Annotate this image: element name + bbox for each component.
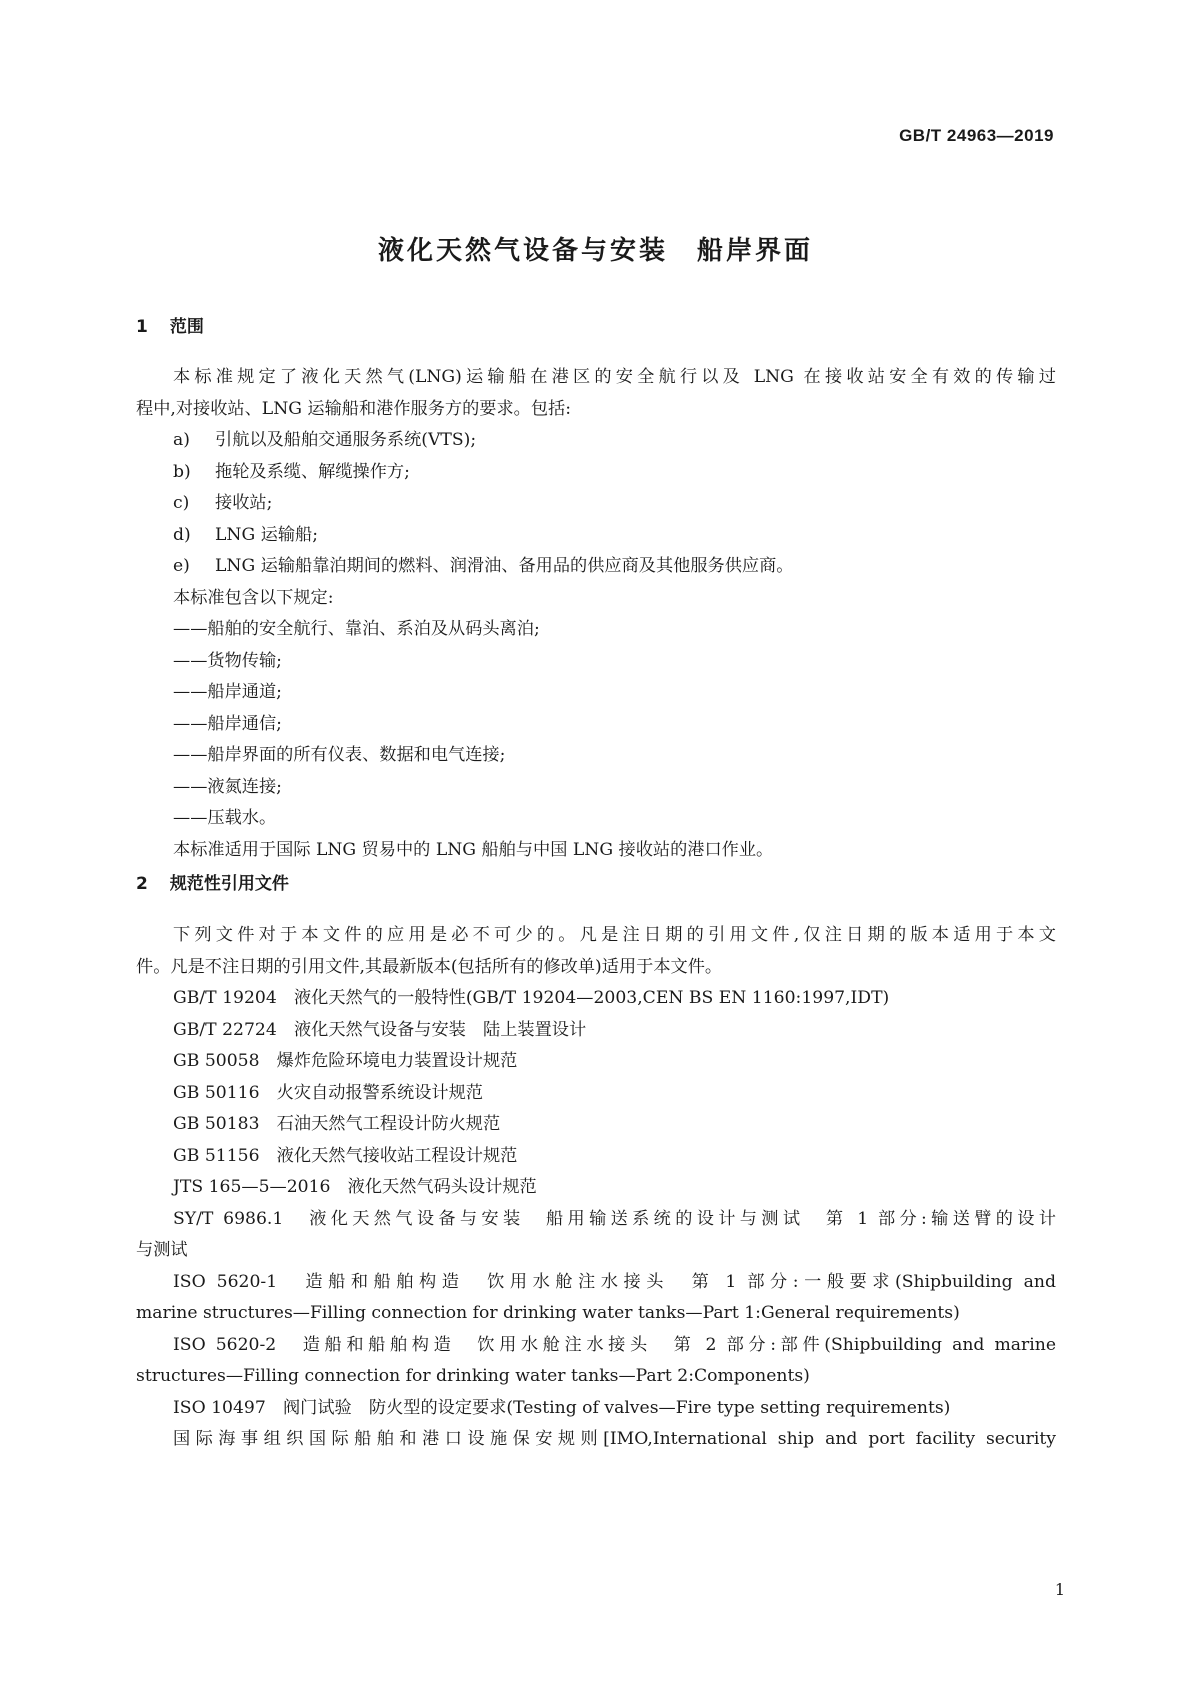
reference-item-continued: structures—Filling connection for drinking water tanks—Part 2:Components) bbox=[136, 1366, 810, 1386]
section-title: 规范性引用文件 bbox=[169, 874, 289, 894]
paragraph-line: 本标准包含以下规定: bbox=[173, 587, 334, 608]
reference-item: GB 50058 爆炸危险环境电力装置设计规范 bbox=[173, 1051, 518, 1071]
reference-item: 国际海事组织国际船舶和港口设施保安规则[IMO,International ship and port facility security bbox=[173, 1429, 1056, 1449]
list-item: a) 引航以及船舶交通服务系统(VTS); bbox=[173, 430, 477, 450]
paragraph-line: 下列文件对于本文件的应用是必不可少的。凡是注日期的引用文件,仅注日期的版本适用于本文 bbox=[173, 925, 1056, 945]
reference-item-continued: marine structures—Filling connection for drinking water tanks—Part 1:General requirements) bbox=[136, 1303, 960, 1323]
paragraph-line: 本标准规定了液化天然气(LNG)运输船在港区的安全航行以及 LNG 在接收站安全有效的传输过 bbox=[173, 367, 1056, 387]
dash-item: ——液氮连接; bbox=[173, 776, 282, 797]
section-2-heading bbox=[136, 869, 289, 894]
paragraph-line: 程中,对接收站、LNG 运输船和港作服务方的要求。包括: bbox=[136, 398, 572, 419]
section-2-body bbox=[136, 920, 1056, 1456]
list-item: b) 拖轮及系缆、解缆操作方; bbox=[173, 461, 410, 482]
reference-item: SY/T 6986.1 液化天然气设备与安装 船用输送系统的设计与测试 第 1 部分:输送臂的设计 bbox=[173, 1208, 1056, 1229]
dash-item: ——船舶的安全航行、靠泊、系泊及从码头离泊; bbox=[173, 619, 540, 639]
section-1-body bbox=[136, 362, 1056, 866]
reference-item: GB/T 19204 液化天然气的一般特性(GB/T 19204—2003,CEN BS EN 1160:1997,IDT) bbox=[173, 988, 890, 1008]
paragraph-line: 本标准适用于国际 LNG 贸易中的 LNG 船舶与中国 LNG 接收站的港口作业。 bbox=[173, 839, 774, 860]
reference-item: ISO 5620-2 造船和船舶构造 饮用水舱注水接头 第 2 部分:部件(Shipbuilding and marine bbox=[173, 1334, 1056, 1355]
dash-item: ——货物传输; bbox=[173, 650, 282, 671]
reference-item: JTS 165—5—2016 液化天然气码头设计规范 bbox=[173, 1177, 537, 1197]
reference-item: GB 50116 火灾自动报警系统设计规范 bbox=[173, 1082, 483, 1103]
list-item: d) LNG 运输船; bbox=[173, 524, 318, 545]
reference-item: GB 51156 液化天然气接收站工程设计规范 bbox=[173, 1145, 518, 1166]
section-number: 2 bbox=[136, 874, 148, 894]
list-item: c) 接收站; bbox=[173, 493, 273, 513]
list-item: e) LNG 运输船靠泊期间的燃料、润滑油、备用品的供应商及其他服务供应商。 bbox=[173, 556, 794, 576]
section-number: 1 bbox=[136, 317, 148, 337]
reference-item-continued: 与测试 bbox=[136, 1240, 188, 1260]
dash-item: ——船岸界面的所有仪表、数据和电气连接; bbox=[173, 745, 506, 765]
page-number: 1 bbox=[1054, 1580, 1065, 1599]
reference-item: GB 50183 石油天然气工程设计防火规范 bbox=[173, 1114, 501, 1134]
page-title: 液化天然气设备与安装 船岸界面 bbox=[377, 236, 813, 266]
section-1-heading bbox=[136, 312, 204, 337]
dash-item: ——船岸通信; bbox=[173, 713, 282, 734]
reference-item: GB/T 22724 液化天然气设备与安装 陆上装置设计 bbox=[173, 1019, 587, 1040]
reference-item: ISO 10497 阀门试验 防火型的设定要求(Testing of valves—Fire type setting requirements) bbox=[173, 1397, 951, 1418]
paragraph-line: 件。凡是不注日期的引用文件,其最新版本(包括所有的修改单)适用于本文件。 bbox=[136, 956, 723, 977]
dash-item: ——压载水。 bbox=[173, 808, 277, 828]
standard-code: GB/T 24963—2019 bbox=[899, 126, 1054, 145]
reference-item: ISO 5620-1 造船和船舶构造 饮用水舱注水接头 第 1 部分:一般要求(Shipbuilding and bbox=[173, 1271, 1056, 1292]
section-title: 范围 bbox=[169, 317, 204, 337]
dash-item: ——船岸通道; bbox=[173, 682, 282, 702]
